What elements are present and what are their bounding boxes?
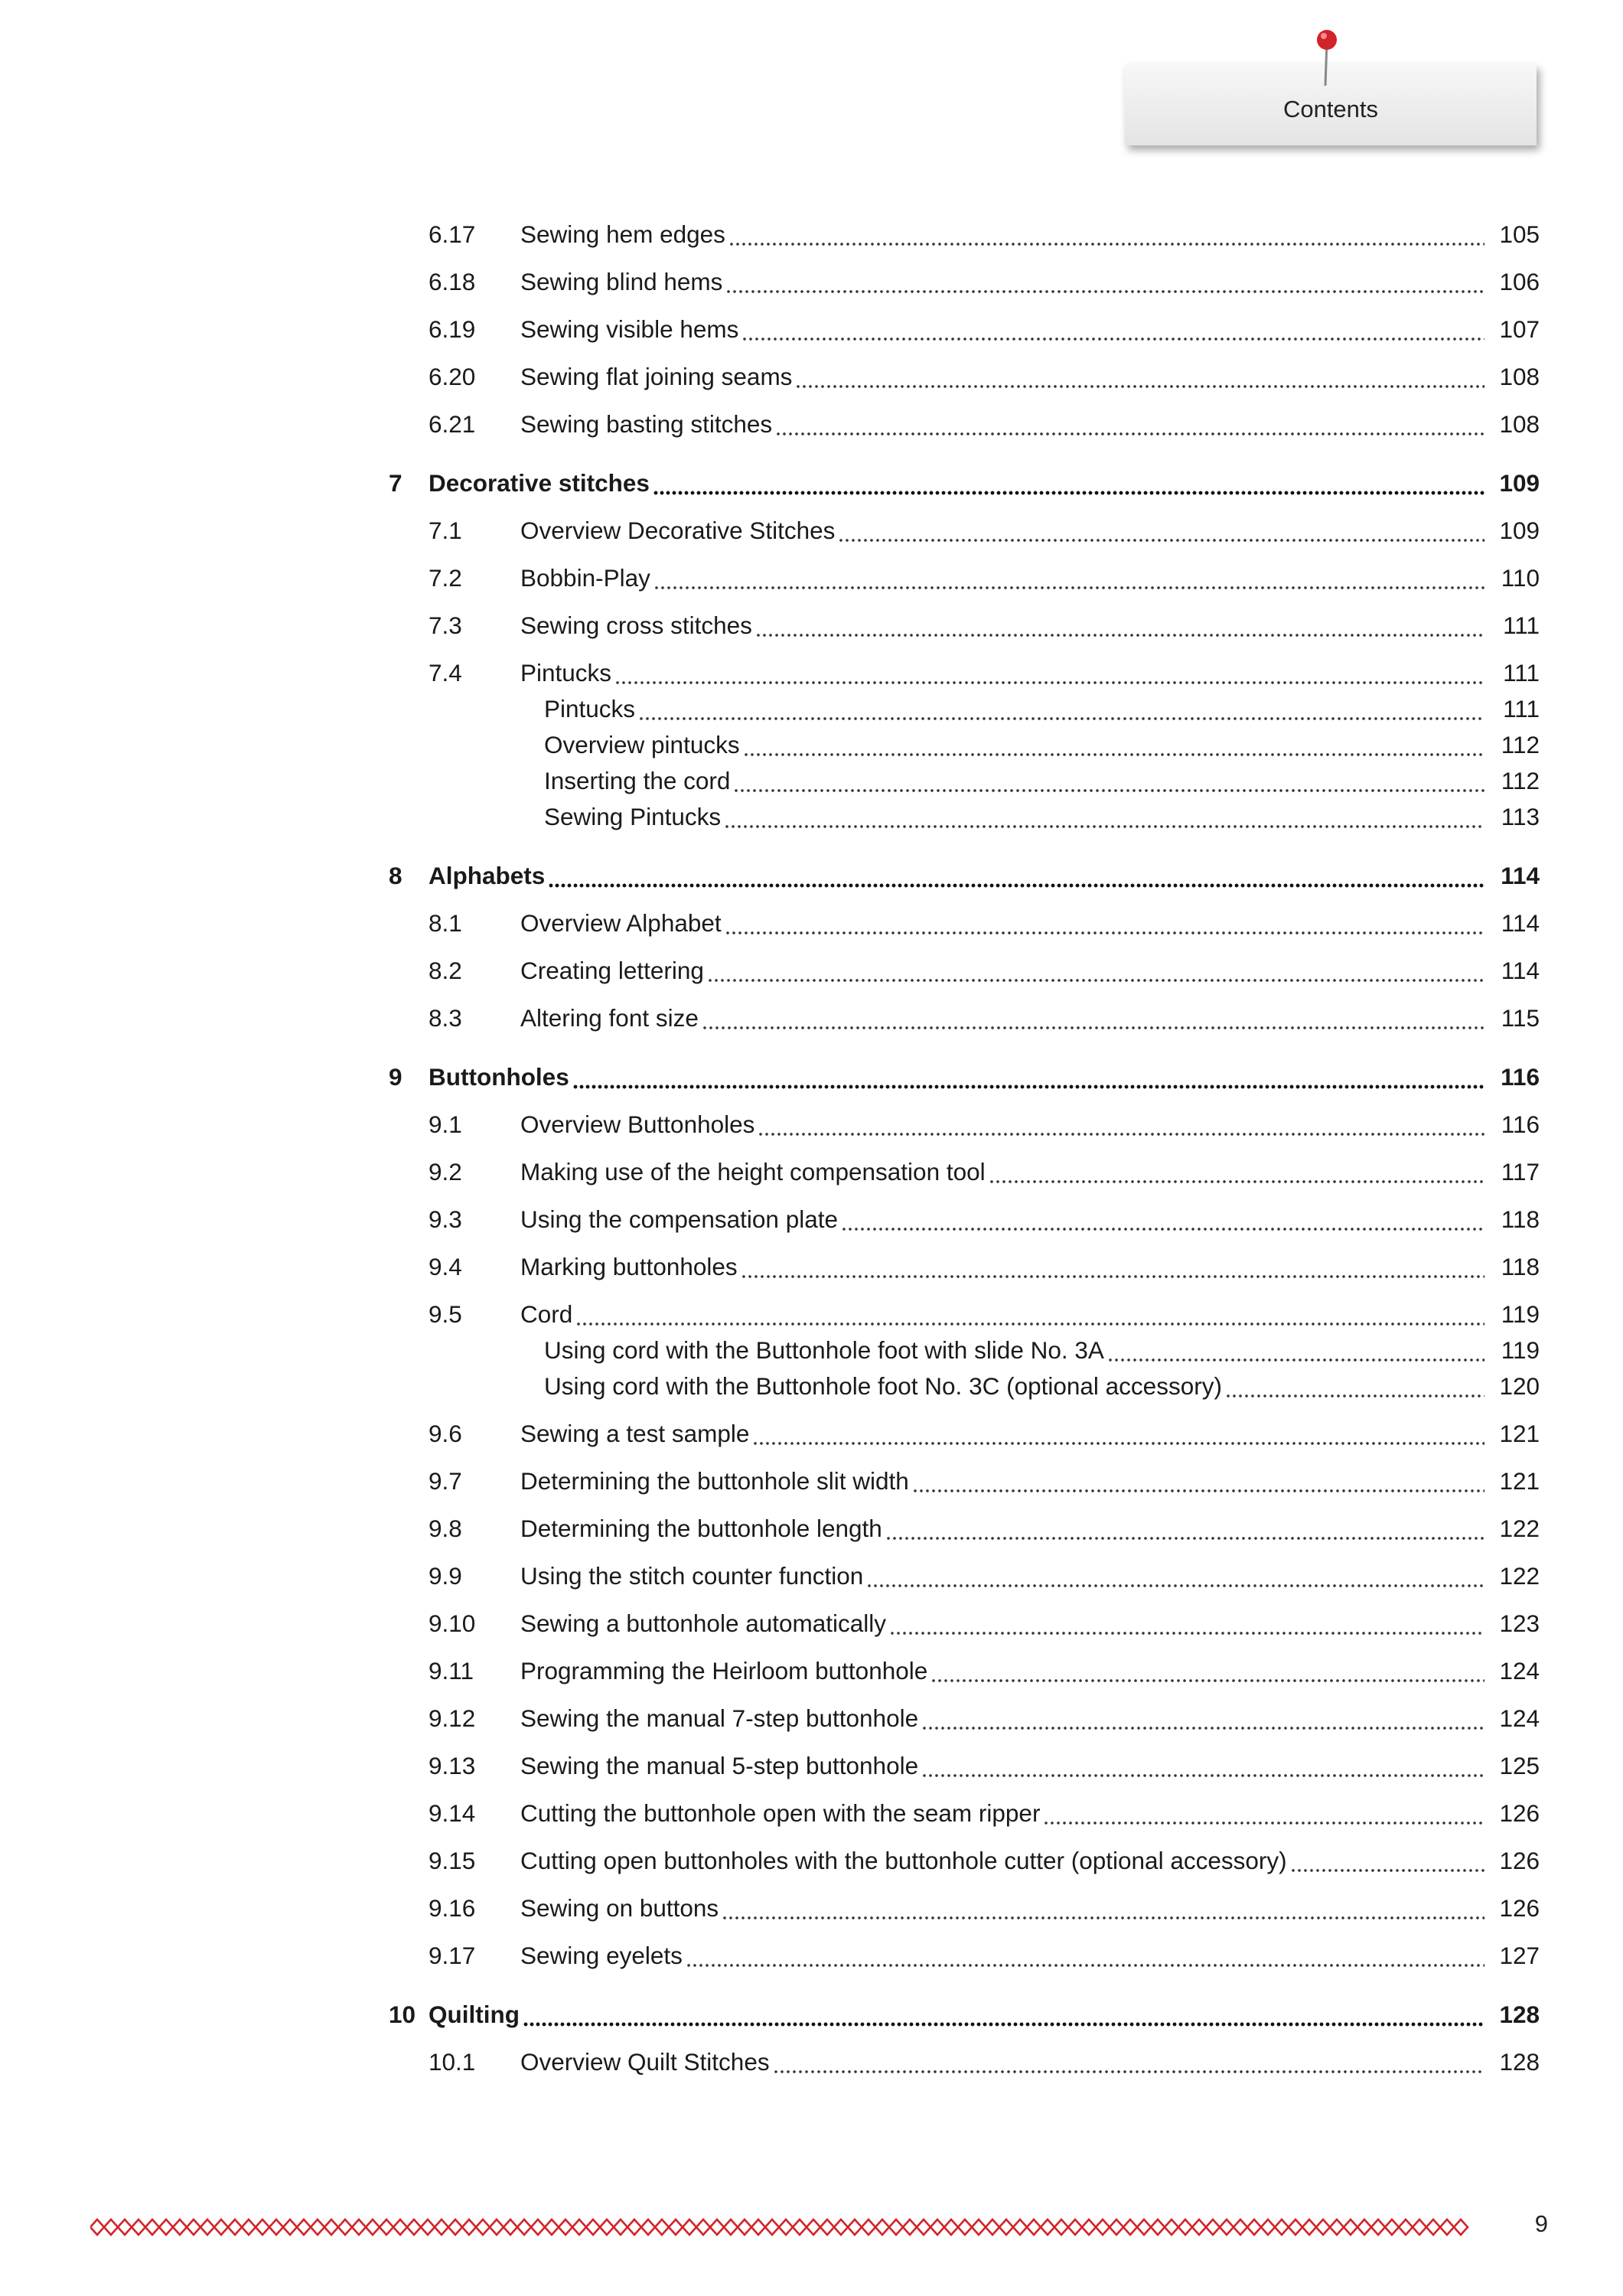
diamond-mark — [324, 2219, 338, 2235]
diamond-chain-border — [90, 2218, 1475, 2236]
toc-title: Using the stitch counter function — [520, 1562, 864, 1590]
diamond-mark — [118, 2219, 132, 2235]
toc-page-number: 108 — [1499, 363, 1540, 390]
dot-leader — [889, 1604, 1484, 1642]
diamond-mark — [1013, 2219, 1027, 2235]
toc-page-number: 125 — [1499, 1752, 1540, 1779]
toc-title: Sewing basting stitches — [520, 410, 773, 438]
dot-leader — [743, 726, 1484, 764]
toc-title: Sewing eyelets — [520, 1942, 683, 1969]
diamond-mark — [1454, 2219, 1468, 2235]
toc-page-number: 113 — [1501, 803, 1540, 830]
dot-leader — [728, 215, 1484, 253]
diamond-mark — [614, 2219, 627, 2235]
diamond-mark — [1371, 2219, 1385, 2235]
diamond-mark — [132, 2219, 145, 2235]
toc-page-number: 111 — [1503, 695, 1540, 722]
dot-leader — [1225, 1367, 1484, 1405]
toc-page-number: 128 — [1499, 2001, 1540, 2028]
diamond-mark — [724, 2219, 738, 2235]
toc-section-row[interactable] — [0, 1295, 1540, 1333]
toc-page-number: 115 — [1501, 1004, 1540, 1032]
dot-leader — [989, 1153, 1484, 1191]
dot-leader — [866, 1557, 1484, 1595]
toc-page-number: 114 — [1501, 957, 1540, 984]
toc-title: Cutting the buttonhole open with the seam ripper — [520, 1799, 1041, 1827]
toc-section-row[interactable] — [0, 1699, 1540, 1737]
toc-number: 9.13 — [429, 1752, 476, 1779]
diamond-mark — [187, 2219, 200, 2235]
dot-leader — [614, 654, 1484, 692]
diamond-mark — [986, 2219, 999, 2235]
dot-leader — [725, 263, 1484, 301]
toc-page-number: 127 — [1499, 1942, 1540, 1969]
toc-title: Quilting — [429, 2001, 520, 2028]
diamond-mark — [1426, 2219, 1440, 2235]
dot-leader — [930, 1652, 1484, 1690]
dot-leader — [841, 1200, 1484, 1238]
toc-section-row[interactable] — [0, 1841, 1540, 1880]
toc-number: 7.4 — [429, 659, 462, 687]
toc-number: 7.1 — [429, 517, 462, 544]
toc-page-number: 126 — [1499, 1894, 1540, 1922]
toc-title: Overview Quilt Stitches — [520, 2048, 770, 2076]
toc-title: Sewing the manual 5-step buttonhole — [520, 1752, 919, 1779]
toc-subsection-row[interactable] — [0, 690, 1540, 728]
toc-title: Using cord with the Buttonhole foot No. 3C (optional accessory) — [544, 1372, 1222, 1400]
toc-section-row[interactable] — [0, 1153, 1540, 1191]
toc-number: 9.2 — [429, 1158, 462, 1186]
diamond-mark — [1357, 2219, 1371, 2235]
diamond-mark — [862, 2219, 875, 2235]
toc-number: 10 — [389, 2001, 416, 2028]
toc-title: Sewing Pintucks — [544, 803, 722, 830]
diamond-mark — [917, 2219, 930, 2235]
diamond-mark — [738, 2219, 751, 2235]
toc-chapter-row[interactable] — [0, 856, 1540, 895]
toc-title: Sewing cross stitches — [520, 612, 752, 639]
diamond-mark — [380, 2219, 393, 2235]
dot-leader — [707, 951, 1484, 990]
toc-page-number: 112 — [1501, 767, 1540, 794]
diamond-mark — [600, 2219, 614, 2235]
dot-leader — [686, 1936, 1484, 1975]
toc-section-row[interactable] — [0, 1247, 1540, 1286]
diamond-mark — [1234, 2219, 1247, 2235]
diamond-mark — [435, 2219, 448, 2235]
diamond-mark — [393, 2219, 407, 2235]
toc-title: Alphabets — [429, 862, 546, 889]
toc-section-row[interactable] — [0, 357, 1540, 396]
dot-leader — [795, 357, 1484, 396]
diamond-mark — [1261, 2219, 1275, 2235]
diamond-mark — [200, 2219, 214, 2235]
toc-title: Pintucks — [544, 695, 636, 722]
diamond-mark — [1165, 2219, 1178, 2235]
toc-number: 9.5 — [429, 1300, 462, 1328]
toc-section-row[interactable] — [0, 1557, 1540, 1595]
toc-number: 6.19 — [429, 315, 476, 343]
dot-leader — [1290, 1841, 1484, 1880]
toc-page-number: 116 — [1501, 1063, 1540, 1091]
diamond-mark — [1302, 2219, 1316, 2235]
toc-subsection-row[interactable] — [0, 1367, 1540, 1405]
toc-title: Sewing a buttonhole automatically — [520, 1609, 887, 1637]
diamond-mark — [462, 2219, 476, 2235]
toc-page-number: 119 — [1501, 1336, 1540, 1364]
diamond-mark — [1137, 2219, 1151, 2235]
diamond-mark — [448, 2219, 462, 2235]
diamond-mark — [793, 2219, 807, 2235]
toc-title: Pintucks — [520, 659, 612, 687]
diamond-mark — [848, 2219, 862, 2235]
dot-leader — [653, 464, 1484, 502]
diamond-mark — [421, 2219, 435, 2235]
toc-subsection-row[interactable] — [0, 762, 1540, 800]
toc-title: Determining the buttonhole slit width — [520, 1467, 909, 1495]
dot-leader — [921, 1746, 1484, 1785]
toc-title: Sewing a test sample — [520, 1420, 750, 1447]
toc-number: 9.4 — [429, 1253, 462, 1280]
diamond-mark — [696, 2219, 710, 2235]
diamond-mark — [1413, 2219, 1426, 2235]
toc-section-row[interactable] — [0, 999, 1540, 1037]
diamond-mark — [214, 2219, 228, 2235]
diamond-mark — [903, 2219, 917, 2235]
dot-leader — [1043, 1794, 1484, 1832]
toc-title: Inserting the cord — [544, 767, 731, 794]
toc-section-row[interactable] — [0, 310, 1540, 348]
toc-section-row[interactable] — [0, 1200, 1540, 1238]
dot-leader — [653, 559, 1484, 597]
toc-title: Decorative stitches — [429, 469, 650, 497]
toc-section-row[interactable] — [0, 1105, 1540, 1143]
diamond-mark — [1110, 2219, 1123, 2235]
diamond-mark — [531, 2219, 545, 2235]
toc-section-row[interactable] — [0, 511, 1540, 550]
toc-number: 9.6 — [429, 1420, 462, 1447]
toc-title: Overview pintucks — [544, 731, 740, 758]
diamond-mark — [655, 2219, 669, 2235]
toc-page-number: 112 — [1501, 731, 1540, 758]
diamond-mark — [1178, 2219, 1192, 2235]
dot-leader — [741, 310, 1484, 348]
toc-page-number: 105 — [1499, 220, 1540, 248]
dot-leader — [773, 2043, 1484, 2081]
toc-section-row[interactable] — [0, 1414, 1540, 1453]
toc-section-row[interactable] — [0, 904, 1540, 942]
toc-number: 6.21 — [429, 410, 476, 438]
diamond-mark — [545, 2219, 559, 2235]
toc-title: Programming the Heirloom buttonhole — [520, 1657, 928, 1684]
toc-number: 8.3 — [429, 1004, 462, 1032]
toc-title: Altering font size — [520, 1004, 699, 1032]
dot-leader — [572, 1058, 1484, 1096]
toc-page-number: 121 — [1499, 1467, 1540, 1495]
diamond-mark — [779, 2219, 793, 2235]
toc-subsection-row[interactable] — [0, 1331, 1540, 1369]
toc-page-number: 124 — [1499, 1657, 1540, 1684]
dot-leader — [912, 1462, 1484, 1500]
toc-section-row[interactable] — [0, 1889, 1540, 1927]
toc-subsection-row[interactable] — [0, 726, 1540, 764]
diamond-mark — [1027, 2219, 1041, 2235]
toc-number: 8 — [389, 862, 402, 889]
toc-page-number: 114 — [1501, 862, 1540, 889]
toc-page-number: 116 — [1501, 1110, 1540, 1138]
dot-leader — [575, 1295, 1484, 1333]
toc-section-row[interactable] — [0, 263, 1540, 301]
toc-number: 7.2 — [429, 564, 462, 592]
diamond-mark — [586, 2219, 600, 2235]
toc-page-number: 124 — [1499, 1704, 1540, 1732]
toc-section-row[interactable] — [0, 1652, 1540, 1690]
toc-page-number: 108 — [1499, 410, 1540, 438]
dot-leader — [733, 762, 1484, 800]
diamond-mark — [1316, 2219, 1330, 2235]
diamond-mark — [256, 2219, 269, 2235]
toc-chapter-row[interactable] — [0, 1058, 1540, 1096]
toc-title: Creating lettering — [520, 957, 704, 984]
toc-page-number: 118 — [1501, 1205, 1540, 1233]
diamond-mark — [1082, 2219, 1096, 2235]
toc-title: Sewing the manual 7-step buttonhole — [520, 1704, 919, 1732]
toc-page-number: 106 — [1499, 268, 1540, 295]
toc-title: Buttonholes — [429, 1063, 569, 1091]
diamond-mark — [1385, 2219, 1399, 2235]
diamond-mark — [407, 2219, 421, 2235]
diamond-mark — [297, 2219, 311, 2235]
toc-number: 8.1 — [429, 909, 462, 937]
toc-title: Using cord with the Buttonhole foot with slide No. 3A — [544, 1336, 1104, 1364]
diamond-mark — [683, 2219, 696, 2235]
toc-title: Overview Alphabet — [520, 909, 722, 937]
toc-title: Marking buttonholes — [520, 1253, 738, 1280]
dot-leader — [638, 690, 1484, 728]
toc-page-number: 126 — [1499, 1799, 1540, 1827]
toc-number: 7 — [389, 469, 402, 497]
dot-leader — [755, 606, 1484, 644]
toc-page-number: 111 — [1503, 659, 1540, 687]
toc-title: Sewing on buttons — [520, 1894, 719, 1922]
toc-subsection-row[interactable] — [0, 797, 1540, 836]
diamond-mark — [366, 2219, 380, 2235]
dot-leader — [1107, 1331, 1484, 1369]
diamond-mark — [1206, 2219, 1220, 2235]
diamond-mark — [930, 2219, 944, 2235]
toc-number: 10.1 — [429, 2048, 476, 2076]
toc-title: Sewing hem edges — [520, 220, 725, 248]
dot-leader — [838, 511, 1484, 550]
toc-page-number: 126 — [1499, 1847, 1540, 1874]
toc-title: Overview Buttonholes — [520, 1110, 755, 1138]
toc-section-row[interactable] — [0, 1462, 1540, 1500]
diamond-mark — [1123, 2219, 1137, 2235]
diamond-mark — [283, 2219, 297, 2235]
diamond-mark — [820, 2219, 834, 2235]
diamond-mark — [242, 2219, 256, 2235]
toc-page-number: 109 — [1499, 469, 1540, 497]
toc-number: 6.17 — [429, 220, 476, 248]
toc-number: 9.15 — [429, 1847, 476, 1874]
diamond-mark — [1440, 2219, 1454, 2235]
toc-number: 8.2 — [429, 957, 462, 984]
toc-title: Determining the buttonhole length — [520, 1515, 882, 1542]
diamond-mark — [1289, 2219, 1302, 2235]
diamond-mark — [228, 2219, 242, 2235]
toc-section-row[interactable] — [0, 951, 1540, 990]
diamond-mark — [765, 2219, 779, 2235]
toc-title: Sewing visible hems — [520, 315, 739, 343]
diamond-mark — [159, 2219, 173, 2235]
toc-number: 9.12 — [429, 1704, 476, 1732]
diamond-mark — [807, 2219, 820, 2235]
dot-leader — [921, 1699, 1484, 1737]
page-number: 9 — [1534, 2210, 1548, 2237]
diamond-mark — [972, 2219, 986, 2235]
toc-number: 9.1 — [429, 1110, 462, 1138]
toc-page-number: 122 — [1499, 1515, 1540, 1542]
diamond-mark — [490, 2219, 504, 2235]
toc-title: Using the compensation plate — [520, 1205, 839, 1233]
toc-section-row[interactable] — [0, 1509, 1540, 1548]
toc-number: 9.16 — [429, 1894, 476, 1922]
diamond-mark — [90, 2219, 104, 2235]
toc-title: Sewing flat joining seams — [520, 363, 793, 390]
toc-number: 9.3 — [429, 1205, 462, 1233]
diamond-mark — [1096, 2219, 1110, 2235]
diamond-mark — [559, 2219, 572, 2235]
dot-leader — [775, 405, 1484, 443]
diamond-mark — [572, 2219, 586, 2235]
diamond-mark — [517, 2219, 531, 2235]
toc-section-row[interactable] — [0, 405, 1540, 443]
diamond-mark — [1275, 2219, 1289, 2235]
toc-number: 9.7 — [429, 1467, 462, 1495]
dot-leader — [752, 1414, 1484, 1453]
toc-title: Bobbin-Play — [520, 564, 650, 592]
diamond-mark — [1192, 2219, 1206, 2235]
diamond-mark — [476, 2219, 490, 2235]
diamond-mark — [710, 2219, 724, 2235]
toc-page-number: 117 — [1501, 1158, 1540, 1186]
diamond-mark — [944, 2219, 958, 2235]
toc-section-row[interactable] — [0, 606, 1540, 644]
diamond-mark — [504, 2219, 517, 2235]
toc-section-row[interactable] — [0, 1794, 1540, 1832]
toc-page-number: 110 — [1501, 564, 1540, 592]
toc-page-number: 121 — [1499, 1420, 1540, 1447]
toc-page-number: 123 — [1499, 1609, 1540, 1637]
toc-page-number: 107 — [1499, 315, 1540, 343]
diamond-mark — [1330, 2219, 1344, 2235]
dot-leader — [725, 904, 1484, 942]
toc-number: 6.18 — [429, 268, 476, 295]
toc-section-row[interactable] — [0, 1604, 1540, 1642]
diamond-mark — [1247, 2219, 1261, 2235]
diamond-mark — [352, 2219, 366, 2235]
toc-section-row[interactable] — [0, 215, 1540, 253]
diamond-mark — [269, 2219, 283, 2235]
diamond-mark — [627, 2219, 641, 2235]
diamond-mark — [145, 2219, 159, 2235]
diamond-mark — [999, 2219, 1013, 2235]
toc-page-number: 109 — [1499, 517, 1540, 544]
toc-title: Cord — [520, 1300, 573, 1328]
toc-chapter-row[interactable] — [0, 1995, 1540, 2033]
toc-page-number: 111 — [1503, 612, 1540, 639]
toc-section-row[interactable] — [0, 1746, 1540, 1785]
toc-number: 7.3 — [429, 612, 462, 639]
toc-title: Sewing blind hems — [520, 268, 723, 295]
toc-number: 9.11 — [429, 1657, 474, 1684]
diamond-mark — [958, 2219, 972, 2235]
toc-title: Overview Decorative Stitches — [520, 517, 836, 544]
toc-page-number: 118 — [1501, 1253, 1540, 1280]
toc-number: 9 — [389, 1063, 402, 1091]
toc-number: 9.10 — [429, 1609, 476, 1637]
dot-leader — [702, 999, 1484, 1037]
contents-tab-label: Contents — [1282, 96, 1379, 122]
toc-number: 9.9 — [429, 1562, 462, 1590]
diamond-mark — [875, 2219, 889, 2235]
diamond-mark — [104, 2219, 118, 2235]
toc-page-number: 120 — [1499, 1372, 1540, 1400]
toc-number: 6.20 — [429, 363, 476, 390]
diamond-mark — [311, 2219, 324, 2235]
dot-leader — [885, 1509, 1484, 1548]
diamond-mark — [1068, 2219, 1082, 2235]
toc-section-row[interactable] — [0, 2043, 1540, 2081]
toc-number: 9.17 — [429, 1942, 476, 1969]
diamond-mark — [669, 2219, 683, 2235]
diamond-mark — [1399, 2219, 1413, 2235]
toc-page-number: 122 — [1499, 1562, 1540, 1590]
toc-number: 9.14 — [429, 1799, 476, 1827]
diamond-mark — [1151, 2219, 1165, 2235]
toc-section-row[interactable] — [0, 559, 1540, 597]
diamond-mark — [1220, 2219, 1234, 2235]
toc-title: Making use of the height compensation tool — [520, 1158, 986, 1186]
diamond-mark — [834, 2219, 848, 2235]
diamond-mark — [338, 2219, 352, 2235]
diamond-mark — [1041, 2219, 1054, 2235]
toc-page-number: 128 — [1499, 2048, 1540, 2076]
diamond-mark — [1344, 2219, 1357, 2235]
diamond-mark — [173, 2219, 187, 2235]
dot-leader — [722, 1889, 1484, 1927]
toc-page-number: 119 — [1501, 1300, 1540, 1328]
diamond-mark — [751, 2219, 765, 2235]
dot-leader — [758, 1105, 1484, 1143]
toc-number: 9.8 — [429, 1515, 462, 1542]
toc-title: Cutting open buttonholes with the buttonhole cutter (optional accessory) — [520, 1847, 1287, 1874]
dot-leader — [523, 1995, 1484, 2033]
dot-leader — [724, 797, 1484, 836]
diamond-mark — [1054, 2219, 1068, 2235]
toc-page-number: 114 — [1501, 909, 1540, 937]
diamond-mark — [641, 2219, 655, 2235]
toc-section-row[interactable] — [0, 654, 1540, 692]
dot-leader — [548, 856, 1484, 895]
diamond-mark — [889, 2219, 903, 2235]
toc-chapter-row[interactable] — [0, 464, 1540, 502]
toc-section-row[interactable] — [0, 1936, 1540, 1975]
dot-leader — [741, 1247, 1484, 1286]
